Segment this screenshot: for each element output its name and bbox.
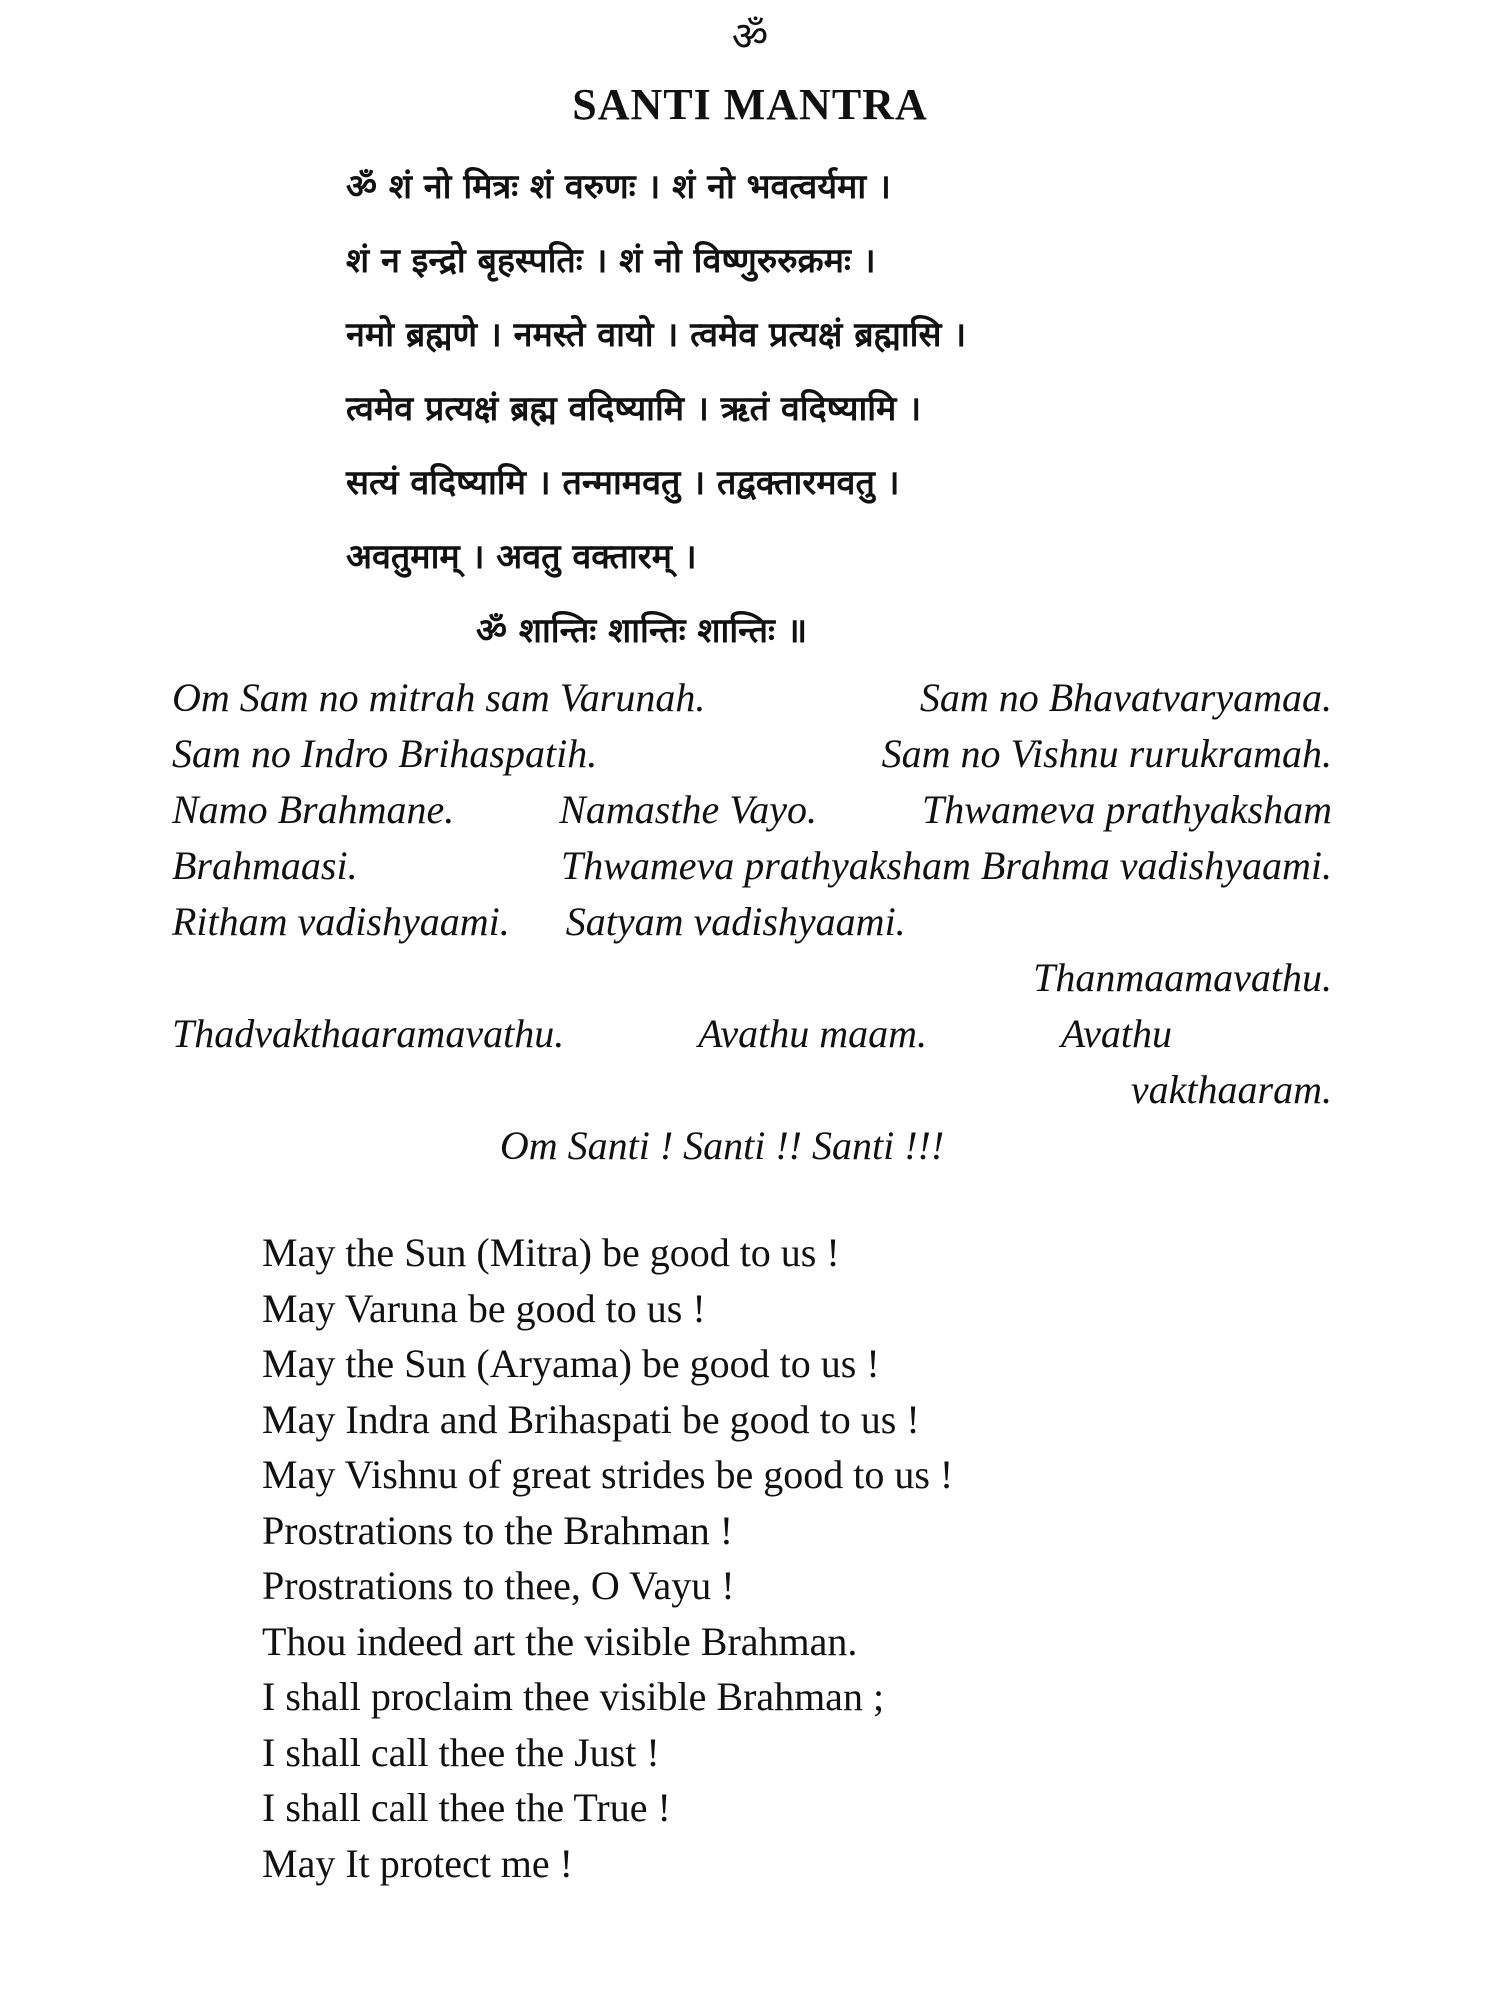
translation-line: Thou indeed art the visible Brahman.: [262, 1618, 858, 1664]
translit-line: [172, 670, 1332, 726]
translit-closing-line: [172, 1118, 1332, 1174]
sanskrit-verse: [346, 150, 1246, 668]
translit-phrase: Ritham vadishyaami.: [172, 899, 510, 944]
translit-phrase: Thanmaamavathu.: [1033, 955, 1332, 1000]
translation-line: I shall call thee the Just !: [262, 1729, 660, 1775]
translit-line: [172, 1062, 1332, 1118]
translit-line: [172, 726, 1332, 782]
page-title: SANTI MANTRA: [572, 80, 928, 129]
translation-line: Prostrations to the Brahman !: [262, 1507, 734, 1553]
translit-phrase: Namo Brahmane.: [172, 787, 455, 832]
translit-line: [172, 782, 1332, 838]
translation-line: May the Sun (Aryama) be good to us !: [262, 1341, 880, 1386]
sanskrit-line: नमो ब्रह्मणे । नमस्ते वायो । त्वमेव प्रत्यक्षं ब्रह्मासि ।: [346, 315, 967, 355]
translit-phrase: Namasthe Vayo.: [559, 787, 817, 832]
translit-line: [172, 950, 1332, 1006]
translit-phrase: Thadvakthaaramavathu.: [172, 1011, 565, 1056]
translation-line: I shall proclaim thee visible Brahman ;: [262, 1674, 885, 1719]
translation-line: May the Sun (Mitra) be good to us !: [262, 1230, 840, 1275]
translation-line: May It protect me !: [262, 1840, 573, 1886]
translit-phrase: Om Sam no mitrah sam Varunah.: [172, 675, 706, 720]
translit-phrase: Thwameva prathyaksham: [922, 787, 1332, 832]
translit-line: [172, 1006, 1172, 1062]
sanskrit-line: शं न इन्द्रो बृहस्पतिः । शं नो विष्णुरुरुक्रमः ।: [346, 241, 876, 281]
transliteration-block: [172, 670, 1332, 1174]
sanskrit-line: ॐ शं नो मित्रः शं वरुणः । शं नो भवत्वर्यमा ।: [346, 167, 891, 207]
english-translation: [262, 1225, 1262, 1891]
sanskrit-line: अवतुमाम् । अवतु वक्तारम् ।: [346, 537, 697, 577]
om-symbol-icon: ॐ: [731, 14, 769, 60]
translit-phrase: Satyam vadishyaami.: [565, 899, 906, 944]
translation-line: Prostrations to thee, O Vayu !: [262, 1563, 735, 1608]
translit-phrase: Sam no Vishnu rurukramah.: [881, 731, 1332, 776]
translit-line: [172, 894, 1332, 950]
translit-phrase: vakthaaram.: [1130, 1067, 1332, 1112]
translation-line: May Indra and Brihaspati be good to us !: [262, 1396, 920, 1442]
translit-phrase: Avathu: [1060, 1011, 1172, 1056]
translit-phrase: Sam no Bhavatvaryamaa.: [919, 675, 1332, 720]
translit-closing: Om Santi ! Santi !! Santi !!!: [499, 1123, 945, 1168]
translit-phrase: Brahmaasi.: [172, 843, 358, 888]
translit-phrase: Sam no Indro Brihaspatih.: [172, 731, 598, 776]
translit-line: [172, 838, 1332, 894]
spacer: [510, 894, 566, 950]
translation-line: I shall call thee the True !: [262, 1785, 671, 1830]
sanskrit-line: त्वमेव प्रत्यक्षं ब्रह्म वदिष्यामि । ऋतं वदिष्यामि ।: [346, 389, 922, 429]
translit-phrase: Thwameva prathyaksham Brahma vadishyaami.: [560, 843, 1332, 888]
sanskrit-shanti-line: ॐ शान्तिः शान्तिः शान्तिः ॥: [476, 611, 808, 651]
sanskrit-line: सत्यं वदिष्यामि । तन्मामवतु । तद्वक्तारमवतु ।: [346, 463, 900, 503]
translation-line: May Varuna be good to us !: [262, 1285, 706, 1331]
translit-phrase: Avathu maam.: [698, 1011, 927, 1056]
translation-line: May Vishnu of great strides be good to us !: [262, 1452, 954, 1497]
